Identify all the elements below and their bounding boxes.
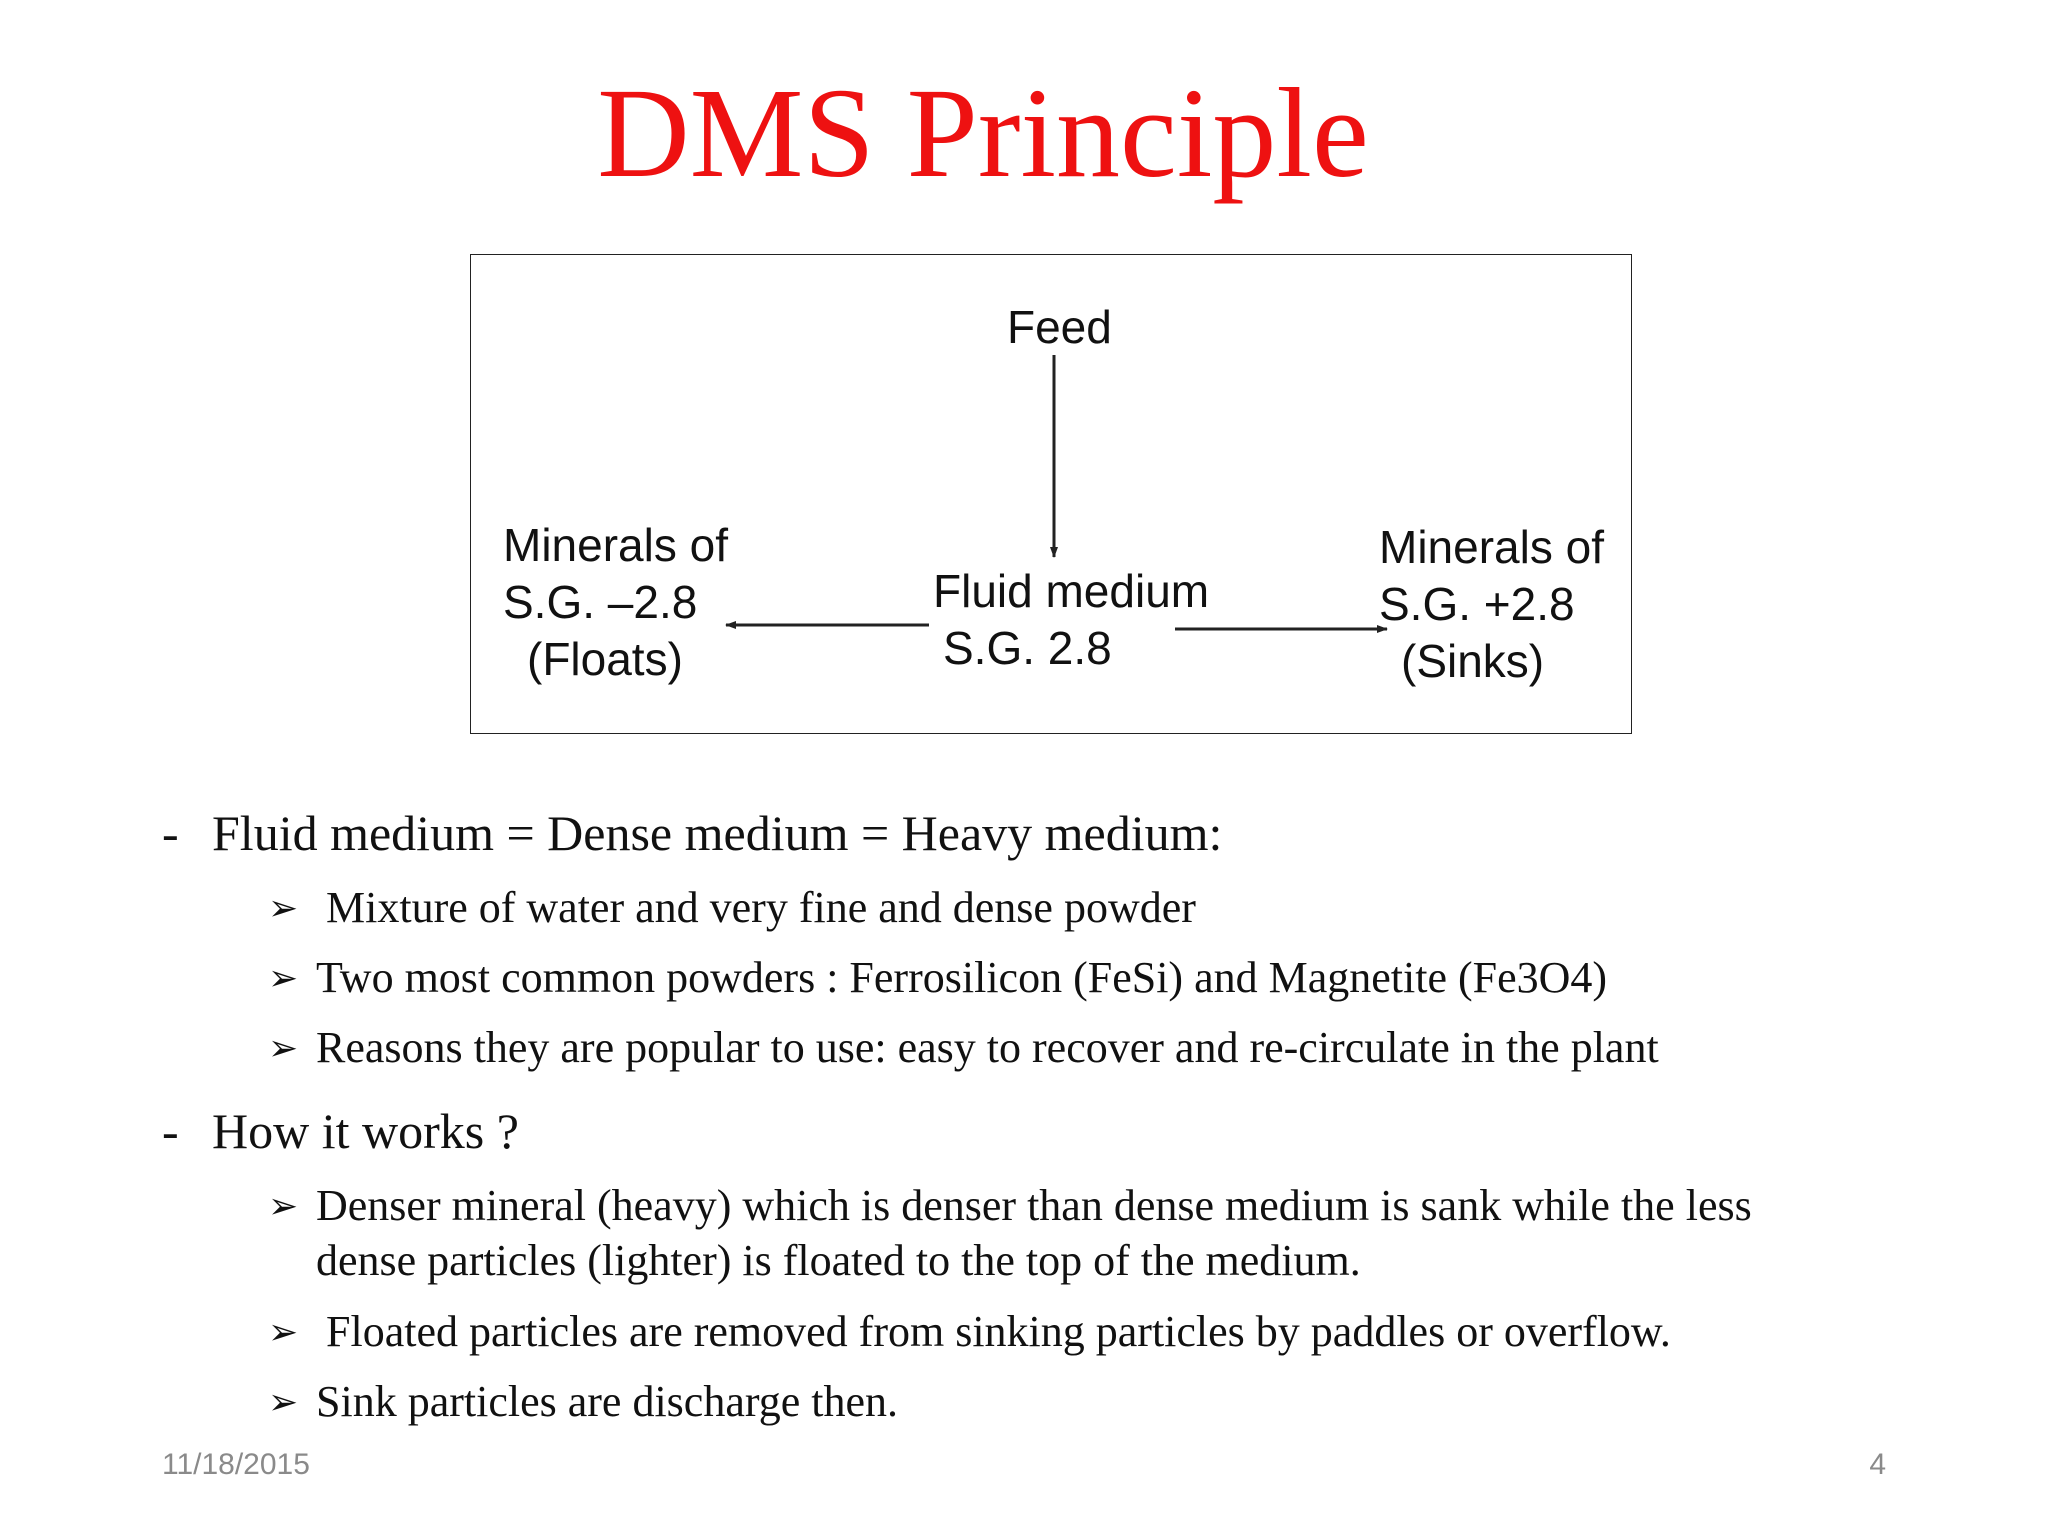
list-item-text-line2: dense particles (lighter) is floated to the top of the medium.: [316, 1236, 1361, 1285]
floats-label-line3: (Floats): [527, 633, 683, 685]
floats-label-line2: S.G. –2.8: [503, 576, 698, 628]
list-item-text: Mixture of water and very fine and dense powder: [326, 883, 1196, 932]
list-item: [268, 1178, 1752, 1288]
list-item-text: Sink particles are discharge then.: [316, 1377, 898, 1426]
arrow-bullet-icon: ➢: [268, 1186, 299, 1227]
arrow-bullet-icon: ➢: [268, 1382, 299, 1423]
fluid-medium-label: [933, 563, 1209, 677]
list-item: [268, 880, 1196, 936]
section-heading-text: How it works ?: [212, 1103, 519, 1159]
list-item: [268, 1304, 1671, 1360]
arrow-bullet-icon: ➢: [268, 1028, 299, 1069]
list-item: [268, 1374, 898, 1430]
list-item: [268, 1020, 1659, 1076]
page-number: 4: [1869, 1448, 1886, 1481]
list-item-text: Floated particles are removed from sinking particles by paddles or overflow.: [326, 1307, 1671, 1356]
floats-label: [503, 517, 728, 688]
list-item-text: [316, 1178, 1752, 1288]
list-item-text-line1: Denser mineral (heavy) which is denser than dense medium is sank while the less: [316, 1181, 1752, 1230]
list-item: [268, 950, 1607, 1006]
footer-date: 11/18/2015: [162, 1448, 310, 1481]
sinks-label-line2: S.G. +2.8: [1379, 578, 1575, 630]
section-heading-fluid-medium: [162, 804, 1222, 862]
sinks-label: [1379, 519, 1604, 690]
slide-title: DMS Principle: [597, 62, 1369, 204]
arrow-bullet-icon: ➢: [268, 958, 299, 999]
arrow-bullet-icon: ➢: [268, 1312, 299, 1353]
dms-flow-diagram: [470, 254, 1632, 734]
arrow-bullet-icon: ➢: [268, 888, 299, 929]
list-item-text: Reasons they are popular to use: easy to recover and re-circulate in the plant: [316, 1023, 1659, 1072]
sinks-label-line1: Minerals of: [1379, 521, 1604, 573]
dash-marker: -: [162, 805, 179, 861]
dash-marker: -: [162, 1103, 179, 1159]
list-item-text: Two most common powders : Ferrosilicon (FeSi) and Magnetite (Fe3O4): [316, 953, 1608, 1002]
section-heading-how-it-works: [162, 1102, 519, 1160]
fluid-medium-label-line2: S.G. 2.8: [943, 622, 1112, 674]
floats-label-line1: Minerals of: [503, 519, 728, 571]
feed-label: Feed: [1007, 301, 1112, 353]
fluid-medium-label-line1: Fluid medium: [933, 565, 1210, 617]
section-heading-text: Fluid medium = Dense medium = Heavy medium:: [212, 805, 1223, 861]
sinks-label-line3: (Sinks): [1401, 635, 1545, 687]
